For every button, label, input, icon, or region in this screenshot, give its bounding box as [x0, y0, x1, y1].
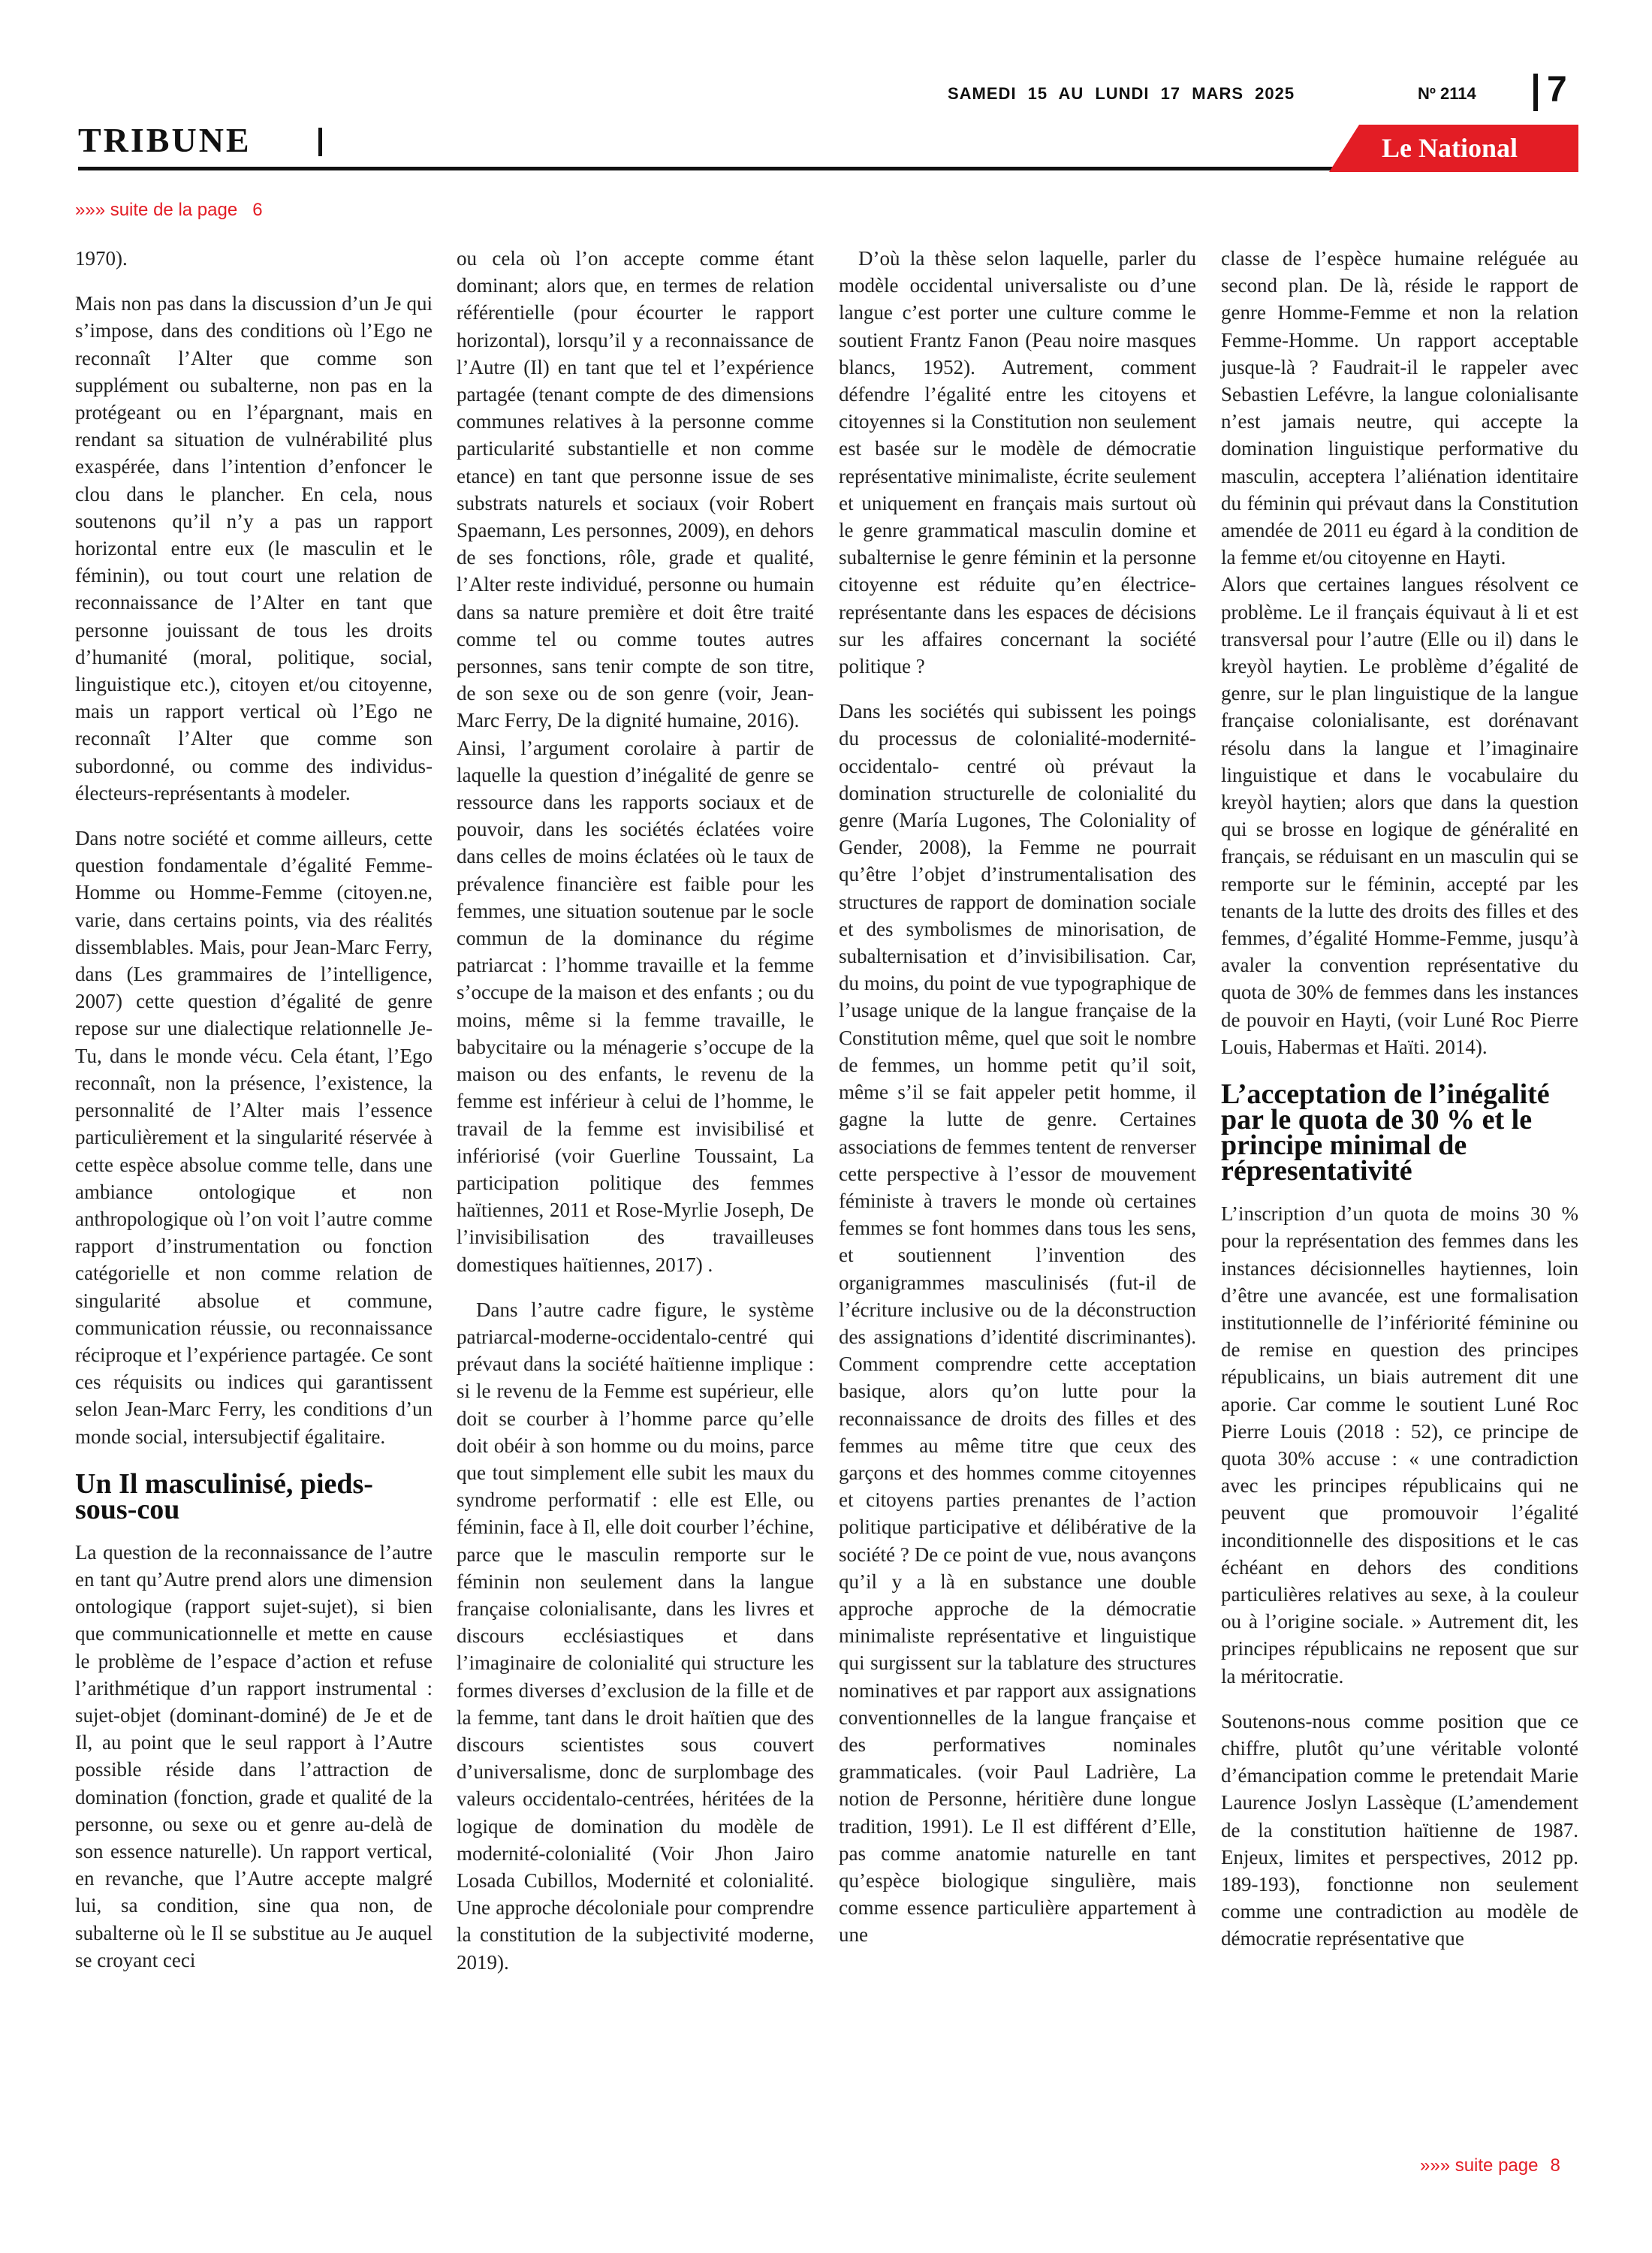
paragraph: L’inscription d’un quota de moins 30 % pour la représentation des femmes dans les instances décisionnelles haytiennes, loin d’être une avancée, est une formalisation institutionnelle de l’infériorité féminine ou de remise en question des principes républicains, un biais autrement dit une aporie. Car comme le soutient Luné Roc Pierre Louis (2018 : 52), ce principe de quota 30% accuse : « une contradiction avec les principes républicains qui ne peuvent que promouvoir l’égalité inconditionnelle des dispositions et le cas échéant en dehors des conditions particulières relatives au sexe, à la couleur ou à l’origine sociale. » Autrement dit, les principes républicains ne reposent que sur la méritocratie.: [1221, 1202, 1578, 1687]
continued-to: [1420, 2155, 1560, 2176]
paragraph: Dans les sociétés qui subissent les poings du processus de colonialité-modernité-occidentalo- centré où prévaut la domination structurelle de colonialité du genre (María Lugones, The Coloniality of Gender, 2008), la Femme ne pourrait qu’être l’objet d’instrumentalisation des structures de rapport de domination sociale et des symbolismes de minorisation, de subalternisation et d’invisibilisation. Car, du moins, du point de vue typographique de l’usage unique de la langue française de la Constitution même, quel que soit le nombre de femmes, un homme petit qu’il soit, même s’il se fait appeler petit homme, il gagne la lutte de genre. Certaines associations de femmes tentent de renverser cette perspective à l’essor de mouvement féministe à travers le monde où certaines femmes se font hommes dans tous les sens, et soutiennent l’invention des organigrammes masculinisés (fut-il de l’écriture inclusive ou de la déconstruction des assignations d’identité discriminantes). Comment comprendre cette acceptation basique, alors qu’on lutte pour la reconnaissance de droits des filles et des femmes au même titre que ceux des garçons et des hommes comme citoyennes et citoyens parties prenantes de l’action politique participative et délibérative de la société ? De ce point de vue, nous avançons qu’il y a là en substance une double approche approche de la démocratie minimaliste représentative et linguistique qui surgissent sur la tablature des structures nominatives et par rapport aux assignations conventionnelles de la langue française et des performatives nominales grammaticales. (voir Paul Ladrière, La notion de Personne, héritière dune longue tradition, 1991). Le Il est différent d’Elle, pas comme anatomie naturelle en tant qu’espèce biologique singulière, mais comme essence particulière appartement à une: [839, 700, 1196, 1947]
article-column-2: [457, 245, 814, 1976]
paragraph: ou cela où l’on accepte comme étant dominant; alors que, en termes de relation référentielle (pour écourter le rapport horizontal), lorsqu’il y a reconnaissance de l’Autre (Il) en tant que tel et l’expérience partagée (tenant compte de des dimensions communes relatives à la personne comme particularité substantielle et non comme etance) en tant que personne issue de ses substrats naturels et sociaux (voir Robert Spaemann, Les personnes, 2009), en dehors de ses fonctions, rôle, grade et qualité, l’Alter reste individué, personne ou humain dans sa nature première et doit être traité comme tel ou comme toutes autres personnes, sans tenir compte de son titre, de son sexe ou de son genre (voir, Jean-Marc Ferry, De la dignité humaine, 2016).: [457, 247, 814, 732]
continued-to-text: »»» suite page: [1420, 2155, 1539, 2176]
section-title-divider: [318, 128, 322, 156]
article-column-3: [839, 245, 1196, 1949]
paragraph: Ainsi, l’argument corolaire à partir de laquelle la question d’inégalité de genre se ressource dans les rapports sociaux et de pouvoir, dans les sociétés éclatées voire dans celles de moins éclatées où le taux de prévalence financière est faible pour les femmes, une situation soutenue par le socle commun de la dominance du régime patriarcat : l’homme travaille et la femme s’occupe de la maison et des enfants ; ou du moins, même si la femme travaille, le babycitaire ou la ménagerie s’occupe de la maison ou des enfants, le revenu de la femme est inférieur à celui de l’homme, le travail de la femme est invisibilisé et infériorisé (voir Guerline Toussaint, La participation politique des femmes haïtiennes, 2011 et Rose-Myrlie Joseph, De l’invisibilisation des travailleuses domestiques haïtiennes, 2017) .: [457, 736, 814, 1276]
paragraph: Mais non pas dans la discussion d’un Je qui s’impose, dans des conditions où l’Ego ne reconnaît l’Alter que comme son supplément ou subalterne, non pas en la protégeant ou en l’épargnant, mais en rendant sa situation de vulnérabilité plus exaspérée, dans l’intention d’enfoncer le clou dans le plancher. En cela, nous soutenons qu’il n’y a pas un rapport horizontal entre eux (le masculin et le féminin), ou tout court une relation de reconnaissance de l’Alter en tant que personne jouissant de tous les droits d’humanité (moral, politique, social, linguistique etc.), citoyen et/ou citoyenne, mais un rapport vertical où l’Ego ne reconnaît l’Alter que comme son subordonné, ou comme des individus-électeurs-représentants à modeler.: [75, 292, 433, 804]
subheading: L’acceptation de l’inégalité par le quota de 30 % et le principe minimal de répresentativité: [1221, 1078, 1550, 1187]
article-column-4: [1221, 245, 1578, 1953]
paragraph: D’où la thèse selon laquelle, parler du modèle occidental universaliste ou d’une langue c’est porter une culture comme le soutient Frantz Fanon (Peau noire masques blancs, 1952). Autrement, comment défendre l’égalité entre les citoyens et citoyennes si la Constitution non seulement est basée sur le modèle de démocratie représentative minimaliste, écrite seulement et uniquement en français mais surtout où le genre grammatical masculin domine et subalternise le genre féminin et la personne citoyenne est réduite qu’en électrice-représentante dans les espaces de décisions sur les affaires concernant la société politique ?: [839, 247, 1196, 678]
paragraph: La question de la reconnaissance de l’autre en tant qu’Autre prend alors une dimension ontologique (rapport sujet-sujet), si bien que communicationnelle et mette en cause le problème de l’espace d’action et refuse l’arithmétique d’un rapport instrumental : sujet-objet (dominant-dominé) de Je et de Il, au point que le seul rapport à l’Autre possible réside dans l’attraction de domination (fonction, grade et qualité de la personne, ou sexe ou et genre au-delà de son essence naturelle). Un rapport vertical, en revanche, que l’Autre accepte malgré lui, sa condition, sine qua non, de subalterne où le Il se substitue au Je auquel se croyant ceci: [75, 1540, 433, 1971]
brand-name: Le National: [1382, 133, 1518, 163]
paragraph: classe de l’espèce humaine reléguée au second plan. De là, réside le rapport de genre Homme-Femme et non la relation Femme-Homme. Un rapport acceptable jusque-là ? Faudrait-il le rappeler avec Sebastien Lefévre, la langue colonialisante n’est jamais neutre, qui accepte la domination linguistique performative du masculin, acceptera l’aliénation identitaire du féminin qui prévaut dans la Constitution amendée de 2011 eu égard à la condition de la femme et/ou citoyenne en Hayti.: [1221, 247, 1578, 569]
page-number-divider: [1533, 74, 1538, 111]
section-title: TRIBUNE: [78, 121, 252, 159]
continued-from: [75, 200, 263, 221]
continued-from-text: »»» suite de la page: [75, 200, 238, 220]
page-number: 7: [1547, 70, 1567, 110]
continued-to-page: 8: [1550, 2155, 1560, 2176]
issue-date: SAMEDI 15 AU LUNDI 17 MARS 2025: [948, 84, 1295, 103]
paragraph: Soutenons-nous comme position que ce chiffre, plutôt qu’une véritable volonté d’émancipation comme le pretendait Marie Laurence Joslyn Lassèque (L’amendement de la constitution haïtienne de 1987. Enjeux, limites et perspectives, 2012 pp. 189-193), fonctionne non seulement comme une contradiction au modèle de démocratie représentative que: [1221, 1709, 1578, 1950]
paragraph: Dans notre société et comme ailleurs, cette question fondamentale d’égalité Femme-Homme ou Homme-Femme (citoyen.ne, varie, dans certains points, via des réalités dissemblables. Mais, pour Jean-Marc Ferry, dans (Les grammaires de l’intelligence, 2007) cette question d’égalité de genre repose sur une dialectique relationnelle Je-Tu, dans le monde vécu. Cela étant, l’Ego reconnaît, non la présence, l’existence, la personnalité de l’Alter mais l’essence particulièrement et la singularité réservée à cette espèce absolue comme telle, dans une ambiance ontologique et non anthropologique où l’on voit l’autre comme rapport d’instrumentation ou fonction catégorielle et non comme relation de singularité absolue et commune, communication réussie, ou reconnaissance réciproque et l’expérience partagée. Ce sont ces réquisits ou indices qui garantissent selon Jean-Marc Ferry, les conditions d’un monde social, intersubjectif égalitaire.: [75, 827, 433, 1448]
subheading: Un Il masculinisé, pieds-sous-cou: [75, 1467, 373, 1525]
continued-from-page: 6: [252, 200, 263, 220]
issue-number: Nº 2114: [1418, 84, 1476, 103]
paragraph: Dans l’autre cadre figure, le système patriarcal-moderne-occidentalo-centré qui prévaut dans la société haïtienne implique : si le revenu de la Femme est supérieur, elle doit se courber à l’homme parce qu’elle doit obéir à son homme ou du moins, parce que tout simplement elle subit les maux du syndrome performatif : elle est Elle, ou féminin, face à Il, elle doit courber l’échine, parce que le masculin remporte sur le féminin non seulement dans la langue française colonialisante, dans les livres et discours ecclésiastiques et dans l’imaginaire de colonialité qui structure les formes diverses d’exclusion de la fille et de la femme, tant dans le droit haïtien que des discours scientistes sous couvert d’universalisme, donc de surplombage des valeurs occidentalo-centrées, héritées de la logique de domination du modèle de modernité-colonialité (Voir Jhon Jairo Losada Cubillos, Modernité et colonialité. Une approche décoloniale pour comprendre la constitution de la subjectivité moderne, 2019).: [457, 1298, 814, 1974]
article-column-1: [75, 245, 433, 1974]
paragraph: Alors que certaines langues résolvent ce problème. Le il français équivaut à li et est transversal pour l’autre (Elle ou il) dans le kreyòl haytien. Le problème d’égalité de genre, sur le plan linguistique de la langue française colonialisante, est dorénavant résolu dans la langue et l’imaginaire linguistique et dans le vocabulaire du kreyòl haytien; alors que dans la question qui se brosse en logique de généralité en français, se réduisant en un masculin qui se remporte sur le féminin, accepté par les tenants de la lutte des droits des filles et des femmes, d’égalité Homme-Femme, jusqu’à avaler la convention représentative du quota de 30% de femmes dans les instances de pouvoir en Hayti, (voir Luné Roc Pierre Louis, Habermas et Haïti. 2014).: [1221, 573, 1578, 1058]
paragraph: 1970).: [75, 247, 128, 270]
